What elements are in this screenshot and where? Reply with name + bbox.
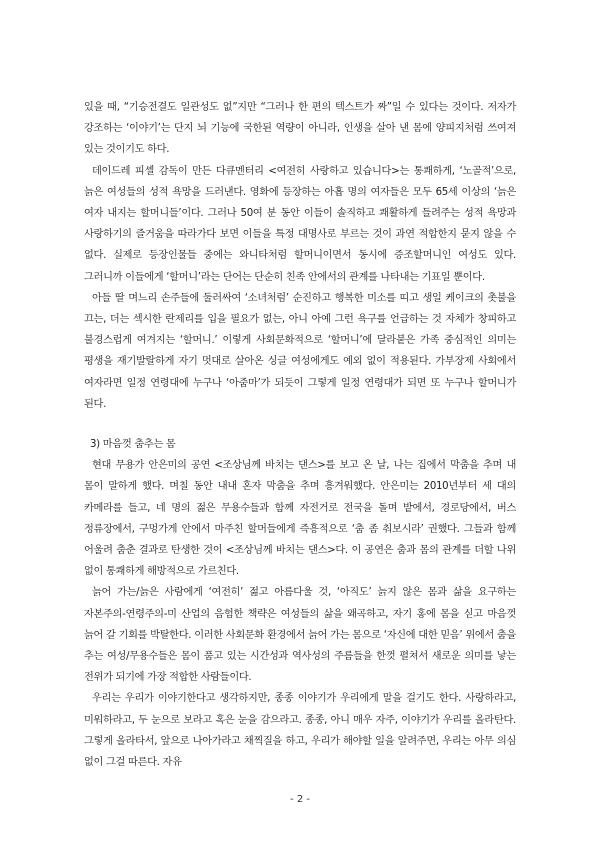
paragraph: 데이드레 피셸 감독이 만든 다큐멘터리 <여전히 사랑하고 있습니다>는 통쾌하게, ‘노골적’으로, 늙은 여성들의 성적 욕망을 드러낸다. 영화에 등장하는 아홉 명의 여자들은 모두 65세 이상의 ‘늙은 여자 내지는 할머니들’이다. 그러나 50여 분 동안 이들이 솔직하고 쾌활하게 들려주는 성적 욕망과 사랑하기의 즐거움을 따라가다 보면 이들을 특정 대명사로 부르는 것이 과연 적합한지 묻지 않을 수 없다. 실제로 등장인물들 중에는 와니타처럼 할머니이면서 동시에 증조할머니인 여성도 있다. 그러니까 이들에게 ‘할머니’라는 단어는 단순히 친족 안에서의 관계를 나타내는 기표일 뿐이다. — [84, 165, 516, 283]
paragraph: 있을 때, “기승전결도 일관성도 없”지만 “그러나 한 편의 텍스트가 짜”일 수 있다는 것이다. 저자가 강조하는 ‘이야기’는 단지 뇌 기능에 국한된 역량이 아니라, 인생을 살아 낸 몸에 양피지처럼 쓰여져 있는 것이기도 하다. — [84, 102, 516, 156]
body-text — [84, 97, 516, 773]
section-title: 3) 마음껏 춤추는 몸 — [90, 439, 176, 451]
paragraph: 우리는 우리가 이야기한다고 생각하지만, 종종 이야기가 우리에게 말을 걸기도 한다. 사랑하라고, 미워하라고, 두 눈으로 보라고 혹은 눈을 감으라고. 종종, 아니 매우 자주, 이야기가 우리를 올라탄다. 그렇게 올라타서, 앞으로 나아가라고 채찍질을 하고, 우리가 해야할 일을 알려주면, 우리는 아무 의심 없이 그걸 따른다. 자유 — [84, 693, 516, 769]
paragraph: 아들 딸 며느리 손주들에 둘러싸여 ‘소녀처럼’ 순진하고 행복한 미소를 띠고 생일 케이크의 촛불을 끄는, 더는 섹시한 란제리를 입을 필요가 없는, 아니 아예 그런 욕구를 언급하는 것 자체가 창피하고 불경스럽게 여겨지는 ‘할머니.’ 이렇게 사회문화적으로 ‘할머니’에 달라붙은 가족 중심적인 의미는 평생을 재기발랄하게 자기 멋대로 살아온 싱글 여성에게도 예외 없이 적용된다. 가부장제 사회에서 여자라면 일정 연령대에 누구나 ‘아줌마’가 되듯이 그렇게 일정 연령대가 되면 또 누구나 할머니가 된다. — [84, 292, 516, 410]
page-number: - 2 - — [290, 794, 310, 805]
paragraph: 현대 무용가 안은미의 공연 <조상님께 바치는 댄스>를 보고 온 날, 나는 집에서 막춤을 추며 내 몸이 말하게 했다. 며칠 동안 내내 혼자 막춤을 추며 흥겨워했다. 안은미는 2010년부터 세 대의 카메라를 들고, 네 명의 젊은 무용수들과 함께 자전거로 전국을 돌며 밭에서, 경로당에서, 버스 정류장에서, 구멍가게 안에서 마주친 할머들에게 즉흥적으로 ‘춤 좀 춰보시라’ 권했다. 그들과 함께 어울려 춤춘 결과로 탄생한 것이 <조상님께 바치는 댄스>다. 이 공연은 춤과 몸의 관계를 더할 나위 없이 통쾌하게 해방적으로 가르친다. — [84, 460, 516, 578]
paragraph: 늙어 가는/늙은 사람에게 ‘여전히’ 젊고 아름다울 것, ‘아직도’ 늙지 않은 몸과 삶을 요구하는 자본주의-연령주의-미 산업의 음험한 책략은 여성들의 삶을 왜곡하고, 자기 홍에 몸을 싣고 마음껏 늙어 갈 기회를 박탈한다. 이러한 사회문화 환경에서 늙어 가는 몸으로 ‘자신에 대한 믿음’ 위에서 춤을 추는 여성/무용수들은 몸이 품고 있는 시간성과 역사성의 주름들을 한껏 펼쳐서 새로운 의미를 낳는 전위가 되기에 가장 적합한 사람들이다. — [84, 587, 516, 684]
section-gap — [84, 415, 516, 434]
